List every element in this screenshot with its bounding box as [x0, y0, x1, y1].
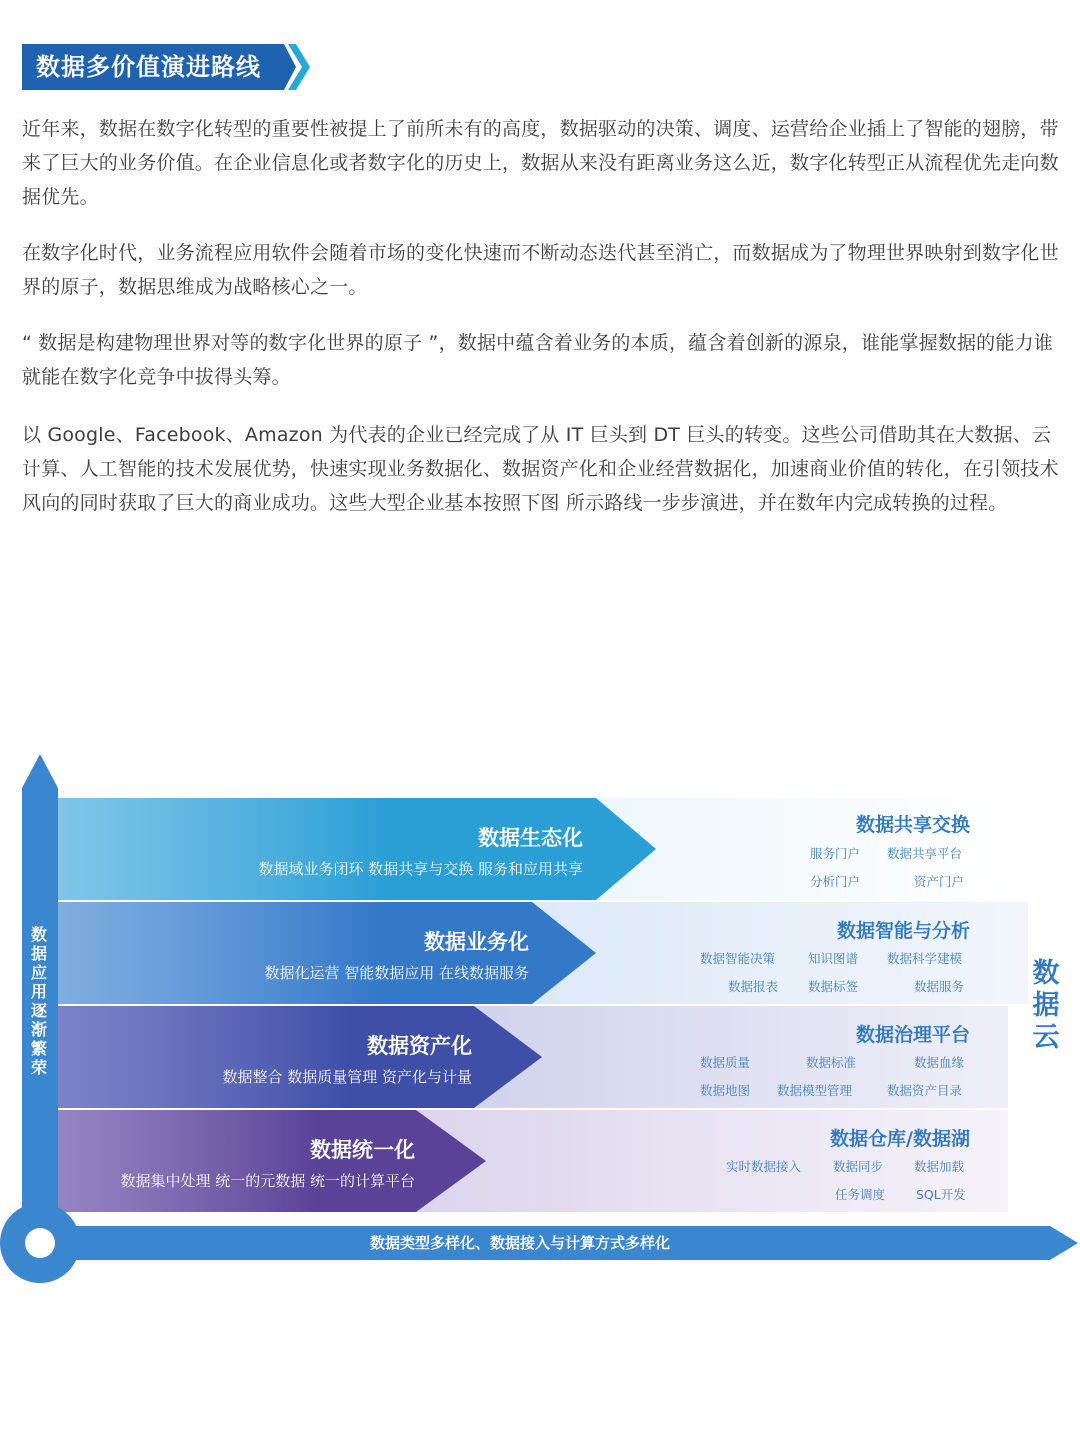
- section-title: 数据多价值演进路线: [36, 53, 261, 81]
- category-title-sharing: 数据共享交换: [855, 814, 970, 836]
- tier-arrow-unified: [58, 1110, 486, 1212]
- intro-paragraph-1: 近年来，数据在数字化转型的重要性被提上了前所未有的高度，数据驱动的决策、调度、运营给企业插上了智能的翅膀，带来了巨大的业务价值。在企业信息化或者数字化的历史上，数据从来没有距离业务这么近，数字化转型正从流程优先走向数据优先。: [22, 118, 1059, 208]
- category-item: 数据质量: [700, 1055, 751, 1070]
- category-item: 数据同步: [833, 1159, 884, 1174]
- category-item: 数据资产目录: [887, 1083, 963, 1098]
- category-item: 数据共享平台: [887, 846, 963, 861]
- tier-items-asset: 数据整合 数据质量管理 资产化与计量: [222, 1068, 472, 1086]
- y-axis-label: 数据应用逐渐繁荣: [30, 925, 47, 1077]
- intro-paragraph-2: 在数字化时代，业务流程应用软件会随着市场的变化快速而不断动态迭代甚至消亡，而数据成为了物理世界映射到数字化世界的原子，数据思维成为战略核心之一。: [22, 242, 1059, 298]
- tier-title-asset: 数据资产化: [367, 1034, 472, 1058]
- category-item: 知识图谱: [808, 951, 859, 966]
- category-item: 数据标签: [808, 979, 859, 994]
- tier-title-business: 数据业务化: [424, 930, 529, 954]
- value-evolution-diagram: [0, 740, 1080, 1300]
- category-item: 数据标准: [806, 1055, 857, 1070]
- category-item: 数据血缘: [914, 1055, 965, 1070]
- tier-title-unified: 数据统一化: [310, 1138, 415, 1162]
- category-item: SQL开发: [916, 1187, 966, 1202]
- cloud-label: 数据云: [1032, 958, 1060, 1053]
- category-title-warehouse: 数据仓库/数据湖: [830, 1128, 970, 1150]
- section-title-banner: [22, 44, 310, 90]
- category-item: 数据服务: [914, 979, 965, 994]
- tier-items-unified: 数据集中处理 统一的元数据 统一的计算平台: [120, 1172, 415, 1190]
- category-title-intelligence: 数据智能与分析: [836, 920, 970, 942]
- intro-paragraph-3: “ 数据是构建物理世界对等的数字化世界的原子 ”，数据中蕴含着业务的本质，蕴含着创新的源泉，谁能掌握数据的能力谁就能在数字化竞争中拔得头筹。: [22, 332, 1053, 388]
- category-item: 数据地图: [700, 1083, 751, 1098]
- category-item: 资产门户: [914, 874, 965, 889]
- x-axis-label: 数据类型多样化、数据接入与计算方式多样化: [370, 1234, 671, 1252]
- category-item: 数据加载: [914, 1159, 965, 1174]
- category-item: 数据智能决策: [700, 951, 776, 966]
- category-item: 实时数据接入: [726, 1159, 802, 1174]
- tier-items-business: 数据化运营 智能数据应用 在线数据服务: [264, 964, 529, 982]
- category-item: 数据科学建模: [887, 951, 963, 966]
- category-item: 分析门户: [810, 874, 861, 889]
- category-item: 数据模型管理: [777, 1083, 853, 1098]
- category-title-governance: 数据治理平台: [855, 1024, 970, 1046]
- category-item: 数据报表: [728, 979, 779, 994]
- category-item: 服务门户: [810, 846, 861, 861]
- tier-title-ecosystem: 数据生态化: [478, 826, 583, 850]
- tier-items-ecosystem: 数据域业务闭环 数据共享与交换 服务和应用共享: [258, 860, 583, 878]
- category-item: 任务调度: [835, 1187, 886, 1202]
- intro-paragraph-4: 以 Google、Facebook、Amazon 为代表的企业已经完成了从 IT 巨头到 DT 巨头的转变。这些公司借助其在大数据、云计算、人工智能的技术发展优势，快速实现业务数据化、数据资产化和企业经营数据化，加速商业价值的转化，在引领技术风向的同时获取了巨大的商业成功。这些大型企业基本按照下图 所示路线一步步演进，并在数年内完成转换的过程。: [22, 424, 1059, 514]
- origin-dot: [25, 1228, 55, 1258]
